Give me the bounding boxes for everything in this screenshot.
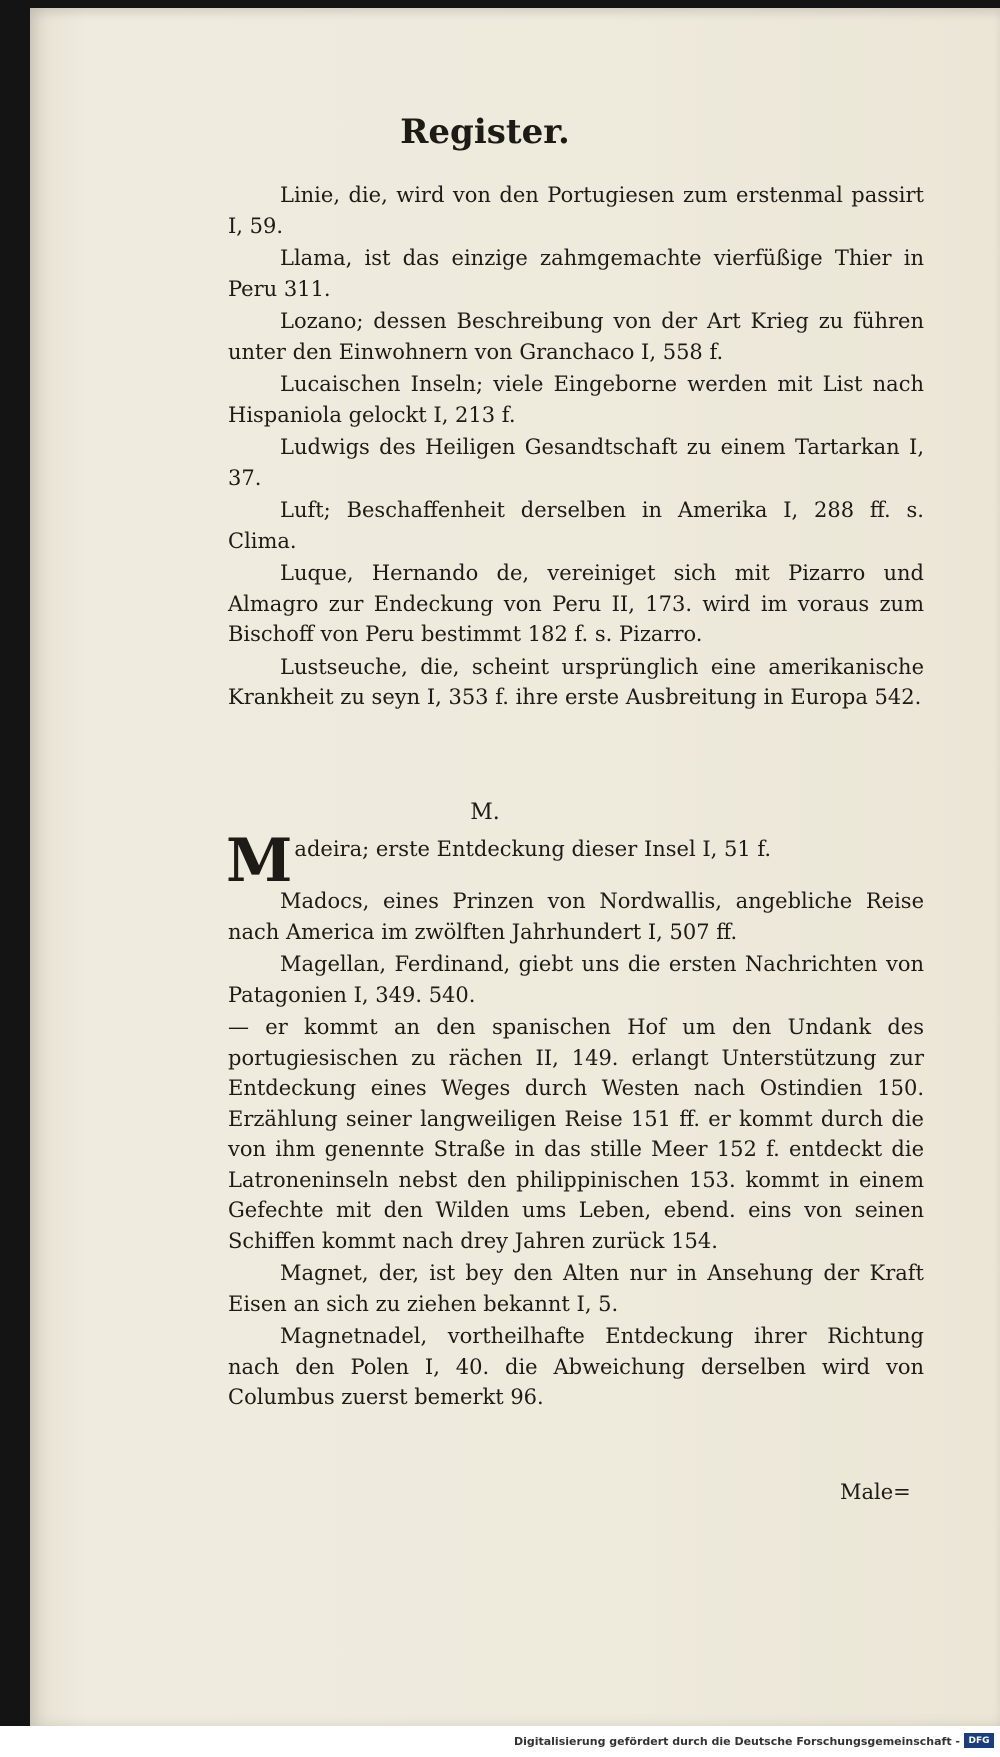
- index-entry-linie: Linie, die, wird von den Portugiesen zum erstenmal passirt I, 59.: [228, 183, 924, 238]
- funding-notice: Digitalisierung gefördert durch die Deutsche Forschungsgemeinschaft -: [513, 1735, 960, 1748]
- page-heading: Register.: [400, 112, 570, 152]
- madeira-text: adeira; erste Entdeckung dieser Insel I, 51 f.: [294, 837, 772, 861]
- index-entry-magellan: Magellan, Ferdinand, giebt uns die ersten Nachrichten von Patagonien I, 349. 540.: [228, 952, 924, 1007]
- dfg-logo: DFG: [964, 1733, 994, 1748]
- index-entry-magnetnadel: Magnetnadel, vortheilhafte Entdeckung ihrer Richtung nach den Polen I, 40. die Abweichung derselben wird von Columbus zuerst bemerkt 96.: [228, 1324, 924, 1409]
- index-entry-madeira: [226, 826, 924, 896]
- index-entry-magnet: Magnet, der, ist bey den Alten nur in Ansehung der Kraft Eisen an sich zu ziehen bekannt I, 5.: [228, 1261, 924, 1316]
- entries-m-block: [226, 826, 924, 1415]
- entries-l-block: [228, 180, 924, 715]
- catchword: Male=: [840, 1480, 911, 1504]
- index-entry-luft: Luft; Beschaffenheit derselben in Amerika I, 288 ff. s. Clima.: [228, 498, 924, 553]
- index-entry-luque: Luque, Hernando de, vereiniget sich mit Pizarro und Almagro zur Endeckung von Peru II, 173. wird im voraus zum Bischoff von Peru bestimmt 182 f. s. Pizarro.: [228, 561, 924, 646]
- index-entry-llama: Llama, ist das einzige zahmgemachte vierfüßige Thier in Peru 311.: [228, 246, 924, 301]
- index-entry-madocs: Madocs, eines Prinzen von Nordwallis, angebliche Reise nach America im zwölften Jahrhundert I, 507 ff.: [228, 889, 924, 944]
- index-entry-lucaischen: Lucaischen Inseln; viele Eingeborne werden mit List nach Hispaniola gelockt I, 213 f.: [228, 372, 924, 427]
- drop-cap: M: [226, 826, 293, 896]
- index-entry-ludwigs: Ludwigs des Heiligen Gesandtschaft zu einem Tartarkan I, 37.: [228, 435, 924, 490]
- index-entry-lustseuche: Lustseuche, die, scheint ursprünglich eine amerikanische Krankheit zu seyn I, 353 f. ihre erste Ausbreitung in Europa 542.: [228, 654, 924, 709]
- index-entry-magellan-continued: — er kommt an den spanischen Hof um den Undank des portugiesischen zu rächen II, 149. erlangt Unterstützung zur Entdeckung eines Weges durch Westen nach Ostindien 150. Erzählung seiner langweiligen Reise 151 ff. er kommt durch die von ihm genennte Straße in das stille Meer 152 f. entdeckt die Latroneninseln nebst den philippinischen 153. kommt in einem Gefechte mit den Wilden ums Leben, ebend. eins von seinen Schiffen kommt nach drey Jahren zurück 154.: [228, 1015, 924, 1253]
- section-letter-m: M.: [470, 800, 500, 825]
- index-entry-lozano: Lozano; dessen Beschreibung von der Art Krieg zu führen unter den Einwohnern von Granchaco I, 558 f.: [228, 309, 924, 364]
